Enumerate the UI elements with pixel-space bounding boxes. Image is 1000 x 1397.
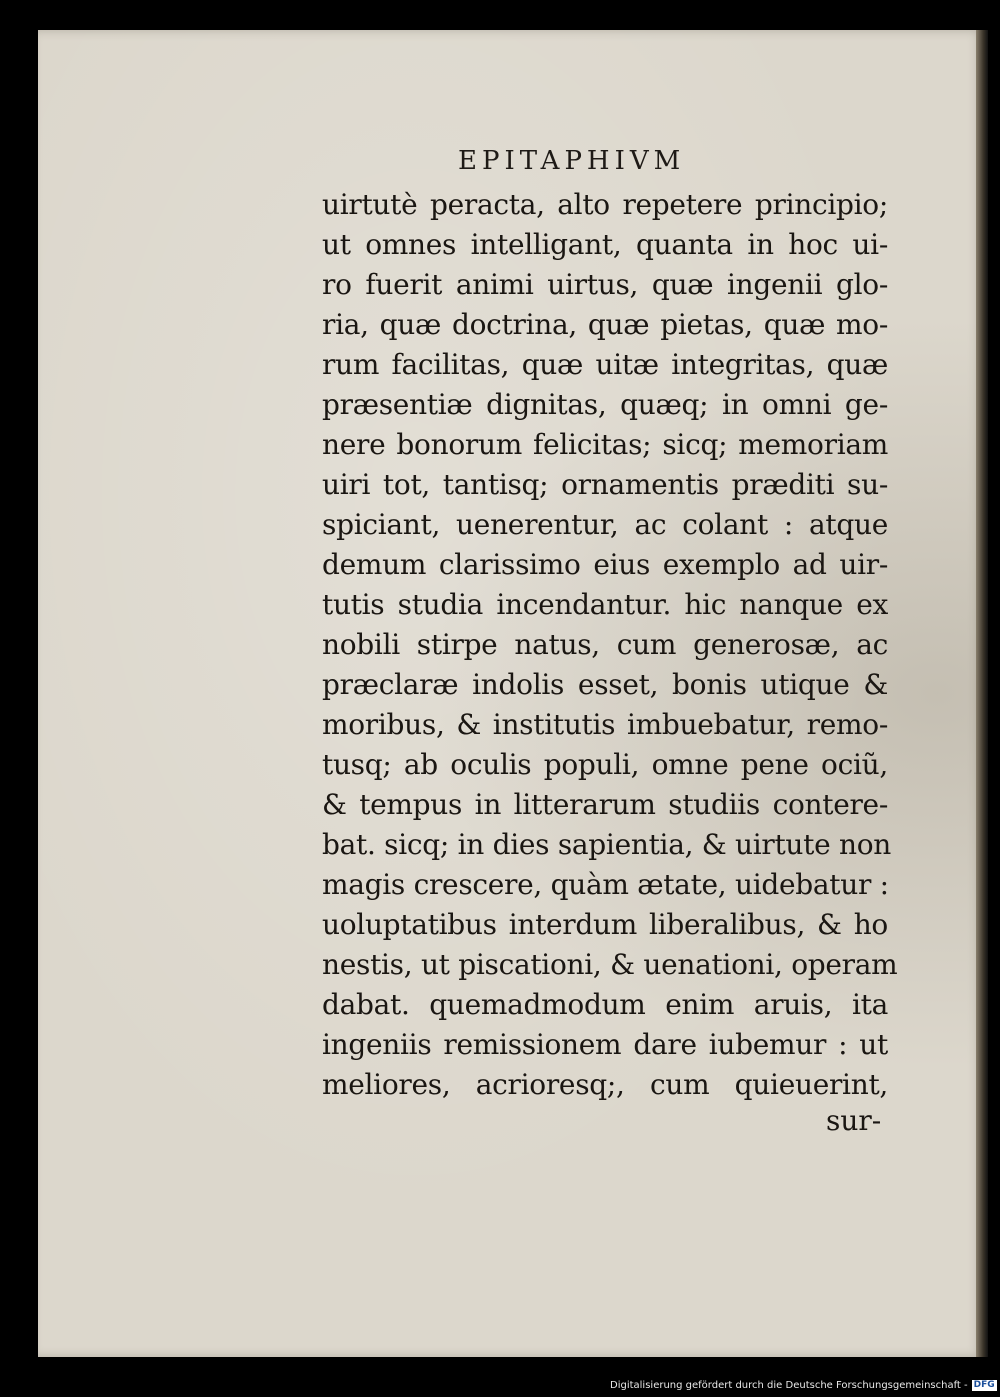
text-line: demum clarissimo eius exemplo ad uir- <box>322 548 888 581</box>
credit-text: Digitalisierung gefördert durch die Deutsche Forschungsgemeinschaft - <box>610 1380 968 1391</box>
text-line: rum facilitas, quæ uitæ integritas, quæ <box>322 348 888 381</box>
text-line: dabat. quemadmodum enim aruis, ita <box>322 988 888 1021</box>
text-line: uiri tot, tantisq; ornamentis præditi su- <box>322 468 888 501</box>
text-line: nestis, ut piscationi, & uenationi, operam <box>322 948 898 981</box>
text-line: præclaræ indolis esset, bonis utique & <box>322 668 888 701</box>
text-line: magis crescere, quàm ætate, uidebatur : <box>322 868 889 901</box>
text-line: uirtutè peracta, alto repetere principio; <box>322 188 888 221</box>
text-line: præsentiæ dignitas, quæq; in omni ge- <box>322 388 888 421</box>
dfg-logo: DFG <box>973 1380 995 1390</box>
text-line: & tempus in litterarum studiis contere- <box>322 788 888 821</box>
text-line: uoluptatibus interdum liberalibus, & ho <box>322 908 888 941</box>
text-line: tusq; ab oculis populi, omne pene ociũ, <box>322 748 888 781</box>
text-line: ria, quæ doctrina, quæ pietas, quæ mo- <box>322 308 888 341</box>
text-line: moribus, & institutis imbuebatur, remo- <box>322 708 888 741</box>
text-line: ingeniis remissionem dare iubemur : ut <box>322 1028 888 1061</box>
text-line: tutis studia incendantur. hic nanque ex <box>322 588 888 621</box>
text-line: meliores, acrioresq;, cum quieuerint, <box>322 1068 888 1101</box>
digitization-credit <box>610 1380 997 1391</box>
running-head: EPITAPHIVM <box>458 146 686 176</box>
text-line: bat. sicq; in dies sapientia, & uirtute non <box>322 828 892 861</box>
body-text <box>322 185 898 1105</box>
text-line: nobili stirpe natus, cum generosæ, ac <box>322 628 888 661</box>
catchword: sur- <box>826 1104 882 1137</box>
page-edge-shadow <box>976 30 988 1357</box>
text-line: ro fuerit animi uirtus, quæ ingenii glo- <box>322 268 888 301</box>
text-line: nere bonorum felicitas; sicq; memoriam <box>322 428 888 461</box>
text-line: ut omnes intelligant, quanta in hoc ui- <box>322 228 888 261</box>
text-line: spiciant, uenerentur, ac colant : atque <box>322 508 888 541</box>
